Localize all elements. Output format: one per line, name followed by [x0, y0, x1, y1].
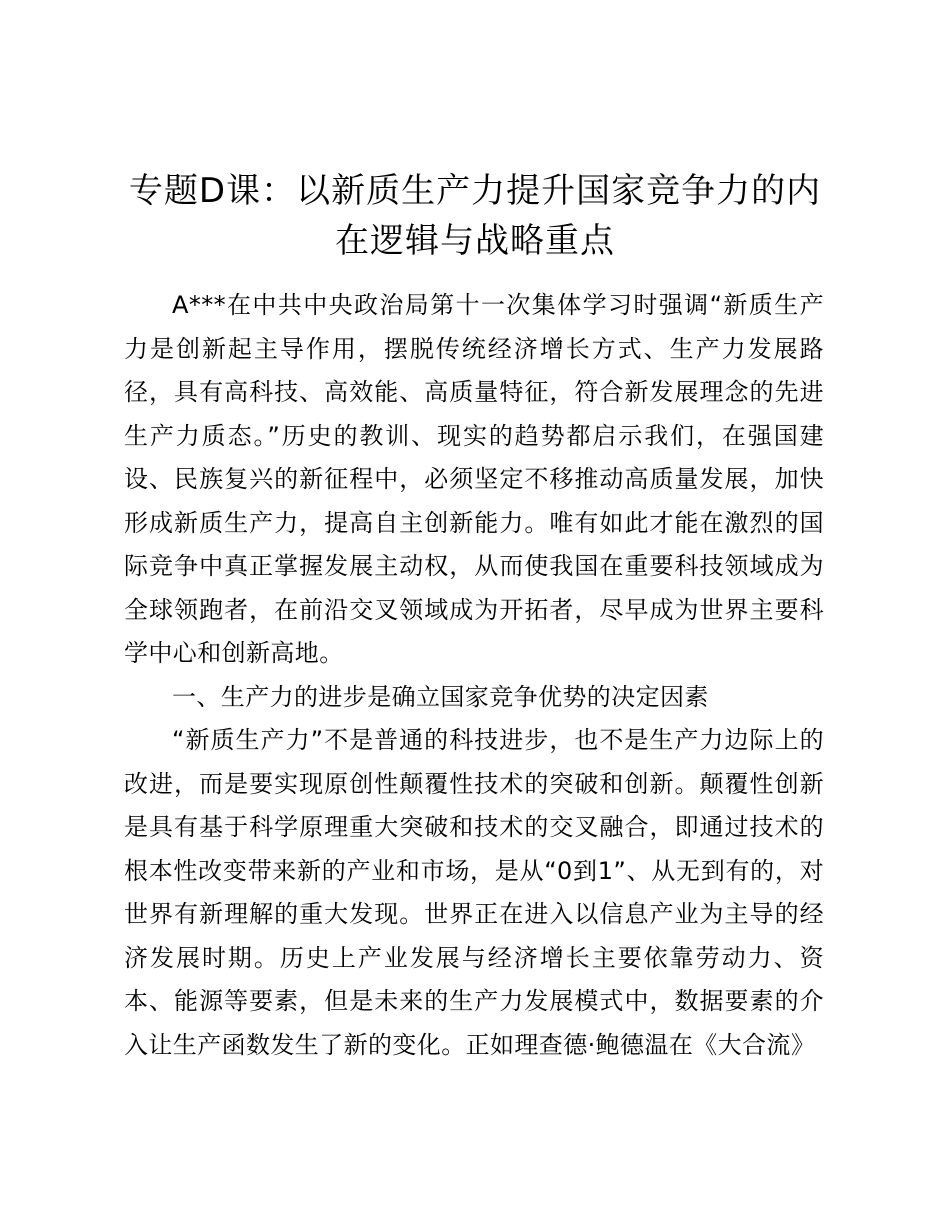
document-title: 专题D课：以新质生产力提升国家竞争力的内在逻辑与战略重点	[128, 171, 822, 261]
paragraph-intro: A***在中共中央政治局第十一次集体学习时强调“新质生产力是创新起主导作用，摆脱传统经济增长方式、生产力发展路径，具有高科技、高效能、高质量特征，符合新发展理念的先进生产力质态。”历史的教训、现实的趋势都启示我们，在强国建设、民族复兴的新征程中，必须坚定不移推动高质量发展，加快形成新质生产力，提高自主创新能力。唯有如此才能在激烈的国际竞争中真正掌握发展主动权，从而使我国在重要科技领域成为全球领跑者，在前沿交叉领域成为开拓者，尽早成为世界主要科学中心和创新高地。	[124, 291, 824, 667]
paragraph-section-1: “新质生产力”不是普通的科技进步，也不是生产力边际上的改进，而是要实现原创性颠覆性技术的突破和创新。颠覆性创新是具有基于科学原理重大突破和技术的交叉融合，即通过技术的根本性改变带来新的产业和市场，是从“0到1”、从无到有的，对世界有新理解的重大发现。世界正在进入以信息产业为主导的经济发展时期。历史上产业发展与经济增长主要依靠劳动力、资本、能源等要素，但是未来的生产力发展模式中，数据要素的介入让生产函数发生了新的变化。正如理查德·鲍德温在《大合流》	[124, 726, 824, 1059]
section-heading-1: 一、生产力的进步是确立国家竞争优势的决定因素	[172, 682, 709, 711]
document-body	[124, 284, 824, 1067]
